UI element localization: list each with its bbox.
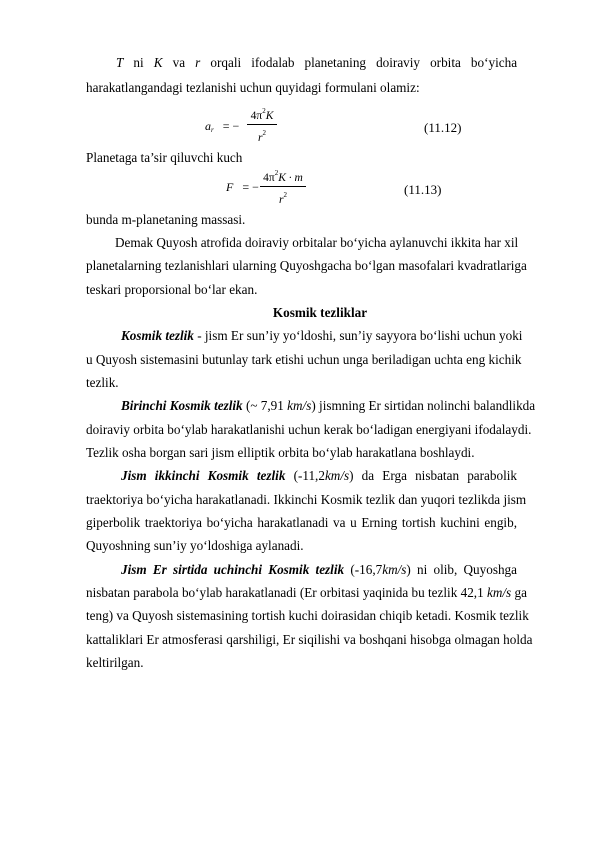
paragraph-line: Tezlik osha borgan sari jism elliptik orbita bo‘ylab harakatlana boshlaydi. [86, 445, 475, 460]
paragraph-line: giperbolik traektoriya bo‘yicha harakatlanadi va u Erning tortish kuchini engib, [86, 515, 517, 530]
paragraph-line: Kosmik tezlik - jism Er sun’iy yo‘ldoshi, sun’iy sayyora bo‘lishi uchun yoki [121, 328, 523, 343]
term: Kosmik tezlik [121, 328, 194, 343]
paragraph-line: doiraviy orbita bo‘ylab harakatlanishi uchun kerak bo‘ladigan energiyani ifodalaydi. [86, 422, 532, 437]
eq-lhs: a [205, 119, 211, 133]
equation-number: (11.12) [424, 120, 462, 135]
fraction: $4\pi^2K$ $r^2$ [247, 104, 277, 145]
symbol-r: r [195, 55, 201, 70]
eq-sign: = − [222, 119, 240, 133]
term: Jism Er sirtida uchinchi Kosmik tezlik [121, 562, 345, 577]
symbol-T: T [116, 55, 124, 70]
paragraph-line: keltirilgan. [86, 655, 144, 670]
paragraph-line: nisbatan parabola bo‘ylab harakatlanadi (Er orbitasi yaqinida bu tezlik 42,1 km/s ga [86, 585, 527, 600]
paragraph-line: Birinchi Kosmik tezlik (~ 7,91 km/s) jismning Er sirtidan nolinchi balandlikda [121, 398, 536, 413]
symbol-K: K [153, 55, 163, 70]
eq-sign: = − [242, 180, 259, 194]
paragraph-line: Planetaga ta’sir qiluvchi kuch [86, 150, 243, 165]
fraction-bar [247, 124, 277, 125]
paragraph-line: Quyoshning sun’iy yo‘ldoshiga aylanadi. [86, 538, 304, 553]
paragraph-line: T ni K va r orqali ifodalab planetaning doiraviy orbita bo‘yicha [116, 55, 518, 70]
paragraph-line: teskari proporsional bo‘lar ekan. [86, 282, 258, 297]
paragraph-line: Demak Quyosh atrofida doiraviy orbitalar bo‘yicha aylanuvchi ikkita har xil [115, 235, 519, 250]
term: Jism ikkinchi Kosmik tezlik [121, 468, 286, 483]
paragraph-line: u Quyosh sistemasini butunlay tark etishi uchun unga beriladigan uchta eng kichik [86, 352, 522, 367]
eq-lhs: F [226, 180, 234, 194]
term: Birinchi Kosmik tezlik [121, 398, 243, 413]
paragraph-line: Jism Er sirtida uchinchi Kosmik tezlik (-16,7km/s) ni olib, Quyoshga [121, 562, 518, 577]
fraction: $4\pi^2K \cdot m$ $r^2$ [260, 166, 306, 207]
section-heading: Kosmik tezliklar [272, 305, 368, 320]
paragraph-line: planetalarning tezlanishlari ularning Quyoshgacha bo‘lgan masofalari kvadratlariga [86, 258, 527, 273]
equation-number: (11.13) [404, 182, 442, 197]
paragraph-line: kattaliklari Er atmosferasi qarshiligi, Er siqilishi va boshqani hisobga olmagan holda [86, 632, 533, 647]
paragraph-line: teng) va Quyosh sistemasining tortish kuchi doirasidan chiqib ketadi. Kosmik tezlik [86, 608, 529, 623]
paragraph-line: traektoriya bo‘yicha harakatlanadi. Ikkinchi Kosmik tezlik dan yuqori tezlikda jism [86, 492, 527, 507]
paragraph-line: tezlik. [86, 375, 119, 390]
paragraph-line: harakatlangandagi tezlanishi uchun quyidagi formulani olamiz: [86, 80, 420, 95]
fraction-bar [260, 186, 306, 187]
paragraph-line: bunda m-planetaning massasi. [86, 212, 246, 227]
paragraph-line: Jism ikkinchi Kosmik tezlik (-11,2km/s) da Erga nisbatan parabolik [121, 468, 517, 483]
